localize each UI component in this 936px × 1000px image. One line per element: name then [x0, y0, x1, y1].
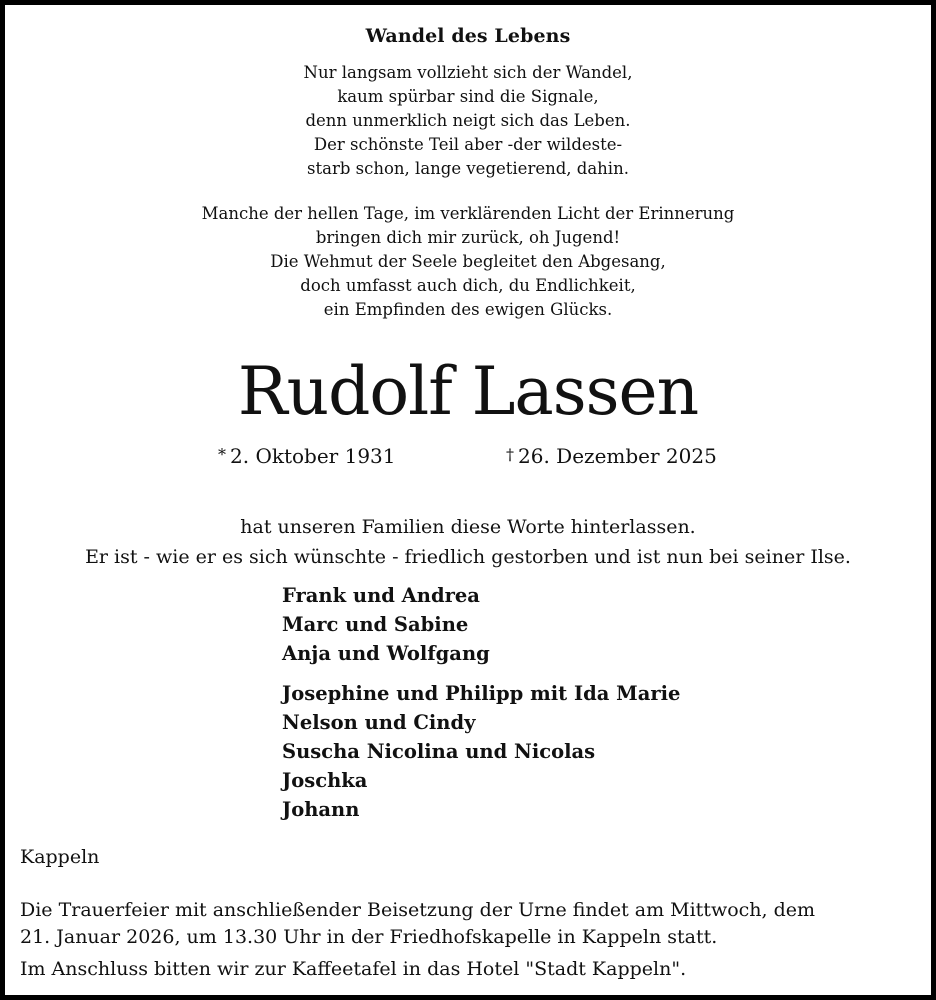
place: Kappeln [20, 846, 100, 868]
poem-stanza-2 [5, 202, 931, 322]
poem-line: denn unmerklich neigt sich das Leben. [305, 111, 631, 130]
poem-line: Nur langsam vollzieht sich der Wandel, [303, 63, 633, 82]
message-line: hat unseren Familien diese Worte hinterlassen. [240, 516, 696, 538]
farewell-message [5, 512, 931, 572]
death-date-block [506, 444, 717, 468]
poem-title: Wandel des Lebens [365, 25, 571, 47]
poem-line: Die Wehmut der Seele begleitet den Abgesang, [270, 252, 666, 271]
poem-line: doch umfasst auch dich, du Endlichkeit, [300, 276, 636, 295]
mourner-name: Johann [282, 798, 360, 821]
message-line: Er ist - wie er es sich wünschte - friedlich gestorben und ist nun bei seiner Ilse. [85, 546, 851, 568]
poem-line: bringen dich mir zurück, oh Jugend! [315, 228, 621, 247]
death-date: 26. Dezember 2025 [518, 444, 717, 468]
birth-date-block [218, 444, 396, 468]
death-cross-icon: † [506, 445, 514, 464]
poem-stanza-1 [5, 61, 931, 181]
poem-line: ein Empfinden des ewigen Glücks. [323, 300, 613, 319]
mourner-name: Frank und Andrea [282, 584, 480, 607]
deceased-name: Rudolf Lassen [237, 353, 699, 430]
poem-line: kaum spürbar sind die Signale, [337, 87, 599, 106]
poem-line: Der schönste Teil aber -der wildeste- [313, 135, 623, 154]
mourners-grandchildren [282, 679, 680, 824]
poem-line: starb schon, lange vegetierend, dahin. [307, 159, 629, 178]
mourner-name: Joschka [282, 769, 368, 792]
funeral-service-info [20, 897, 815, 951]
service-line: 21. Januar 2026, um 13.30 Uhr in der Friedhofskapelle in Kappeln statt. [20, 926, 718, 948]
service-line: Die Trauerfeier mit anschließender Beisetzung der Urne findet am Mittwoch, dem [20, 899, 816, 921]
mourner-name: Marc und Sabine [282, 613, 469, 636]
birth-date: 2. Oktober 1931 [230, 444, 396, 468]
mourner-name: Josephine und Philipp mit Ida Marie [282, 682, 681, 705]
birth-star-icon: * [218, 445, 226, 464]
poem-line: Manche der hellen Tage, im verklärenden Licht der Erinnerung [201, 204, 735, 223]
mourner-name: Anja und Wolfgang [282, 642, 490, 665]
mourner-name: Nelson und Cindy [282, 711, 476, 734]
reception-info: Im Anschluss bitten wir zur Kaffeetafel in das Hotel "Stadt Kappeln". [20, 958, 687, 980]
mourner-name: Suscha Nicolina und Nicolas [282, 740, 596, 763]
mourners-children [282, 581, 490, 668]
